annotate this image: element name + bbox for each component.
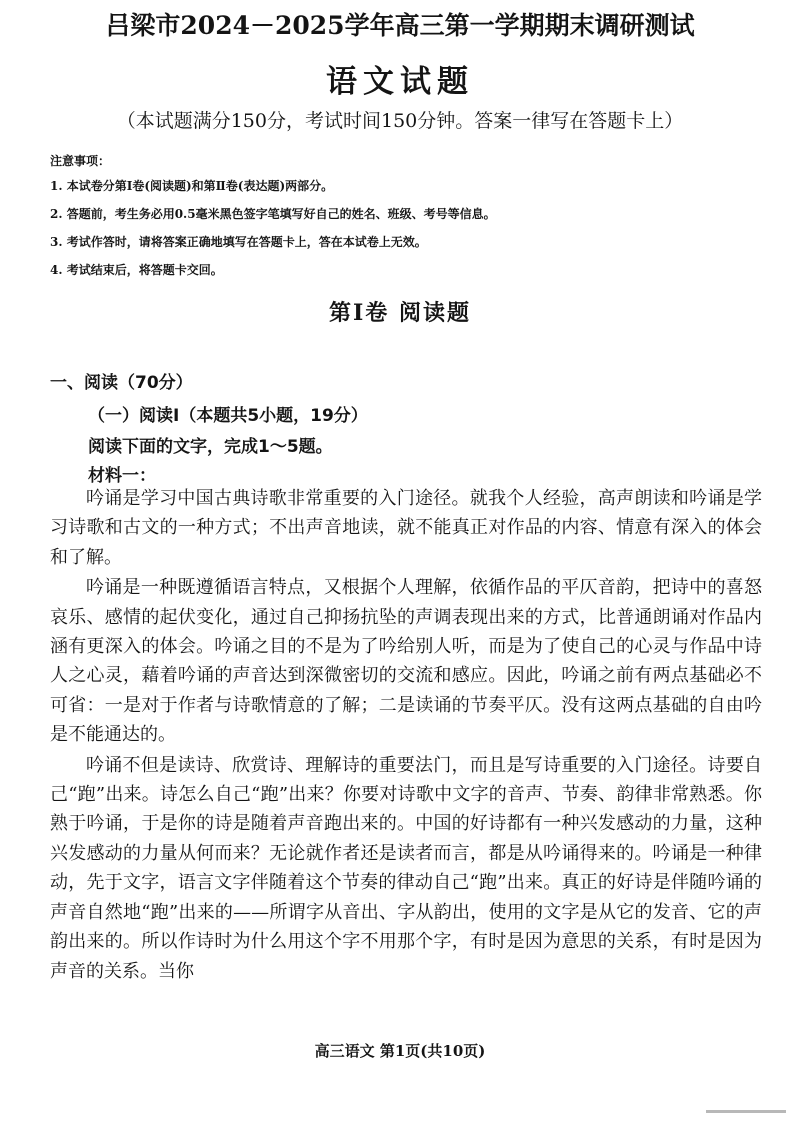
exam-title: 吕梁市2024－2025学年高三第一学期期末调研测试 — [105, 11, 695, 40]
passage-paragraph: 吟诵是学习中国古典诗歌非常重要的入门途径。就我个人经验，高声朗读和吟诵是学习诗歌和古文的一种方式；不出声音地读，就不能真正对作品的内容、情意有深入的体会和了解。 — [50, 488, 762, 568]
reading-instruction: 阅读下面的文字，完成1～5题。 — [88, 437, 333, 457]
page-footer: 高三语文 第1页(共10页) — [314, 1042, 486, 1060]
material-label: 材料一： — [88, 466, 156, 486]
part-title: 第Ⅰ卷 阅读题 — [329, 300, 471, 326]
notice-item: 3. 考试作答时，请将答案正确地填写在答题卡上，答在本试卷上无效。 — [50, 235, 427, 249]
section-heading: 一、阅读（70分） — [50, 373, 193, 393]
subsection-heading: （一）阅读Ⅰ（本题共5小题，19分） — [88, 406, 368, 426]
scan-edge-mark — [706, 1110, 786, 1113]
passage-body — [50, 484, 762, 987]
exam-info: （本试题满分150分，考试时间150分钟。答案一律写在答题卡上） — [116, 110, 684, 132]
notice-item: 1. 本试卷分第Ⅰ卷(阅读题)和第Ⅱ卷(表达题)两部分。 — [50, 179, 334, 193]
notice-heading: 注意事项： — [50, 154, 111, 168]
notice-item: 2. 答题前，考生务必用0.5毫米黑色签字笔填写好自己的姓名、班级、考号等信息。 — [50, 207, 496, 221]
passage-paragraph: 吟诵不但是读诗、欣赏诗、理解诗的重要法门，而且是写诗重要的入门途径。诗要自己“跑”出来。诗怎么自己“跑”出来？你要对诗歌中文字的音声、节奏、韵律非常熟悉。你熟于吟诵，于是你的诗是随着声音跑出来的。中国的好诗都有一种兴发感动的力量，这种兴发感动的力量从何而来？无论就作者还是读者而言，都是从吟诵得来的。吟诵是一种律动，先于文字，语言文字伴随着这个节奏的律动自己“跑”出来。真正的好诗是伴随吟诵的声音自然地“跑”出来的——所谓字从音出、字从韵出，使用的文字是从它的发音、它的声韵出来的。所以作诗时为什么用这个字不用那个字，有时是因为意思的关系，有时是因为声音的关系。当你 — [50, 754, 762, 982]
passage-paragraph: 吟诵是一种既遵循语言特点，又根据个人理解，依循作品的平仄音韵，把诗中的喜怒哀乐、感情的起伏变化，通过自己抑扬抗坠的声调表现出来的方式，比普通朗诵对作品内涵有更深入的体会。吟诵之目的不是为了吟给别人听，而是为了使自己的心灵与作品中诗人之心灵，藉着吟诵的声音达到深微密切的交流和感应。因此，吟诵之前有两点基础必不可省：一是对于作者与诗歌情意的了解；二是读诵的节奏平仄。没有这两点基础的自由吟是不能通达的。 — [50, 577, 762, 746]
notice-list — [50, 178, 770, 290]
notice-item: 4. 考试结束后，将答题卡交回。 — [50, 263, 223, 277]
subject-title: 语文试题 — [326, 64, 474, 100]
